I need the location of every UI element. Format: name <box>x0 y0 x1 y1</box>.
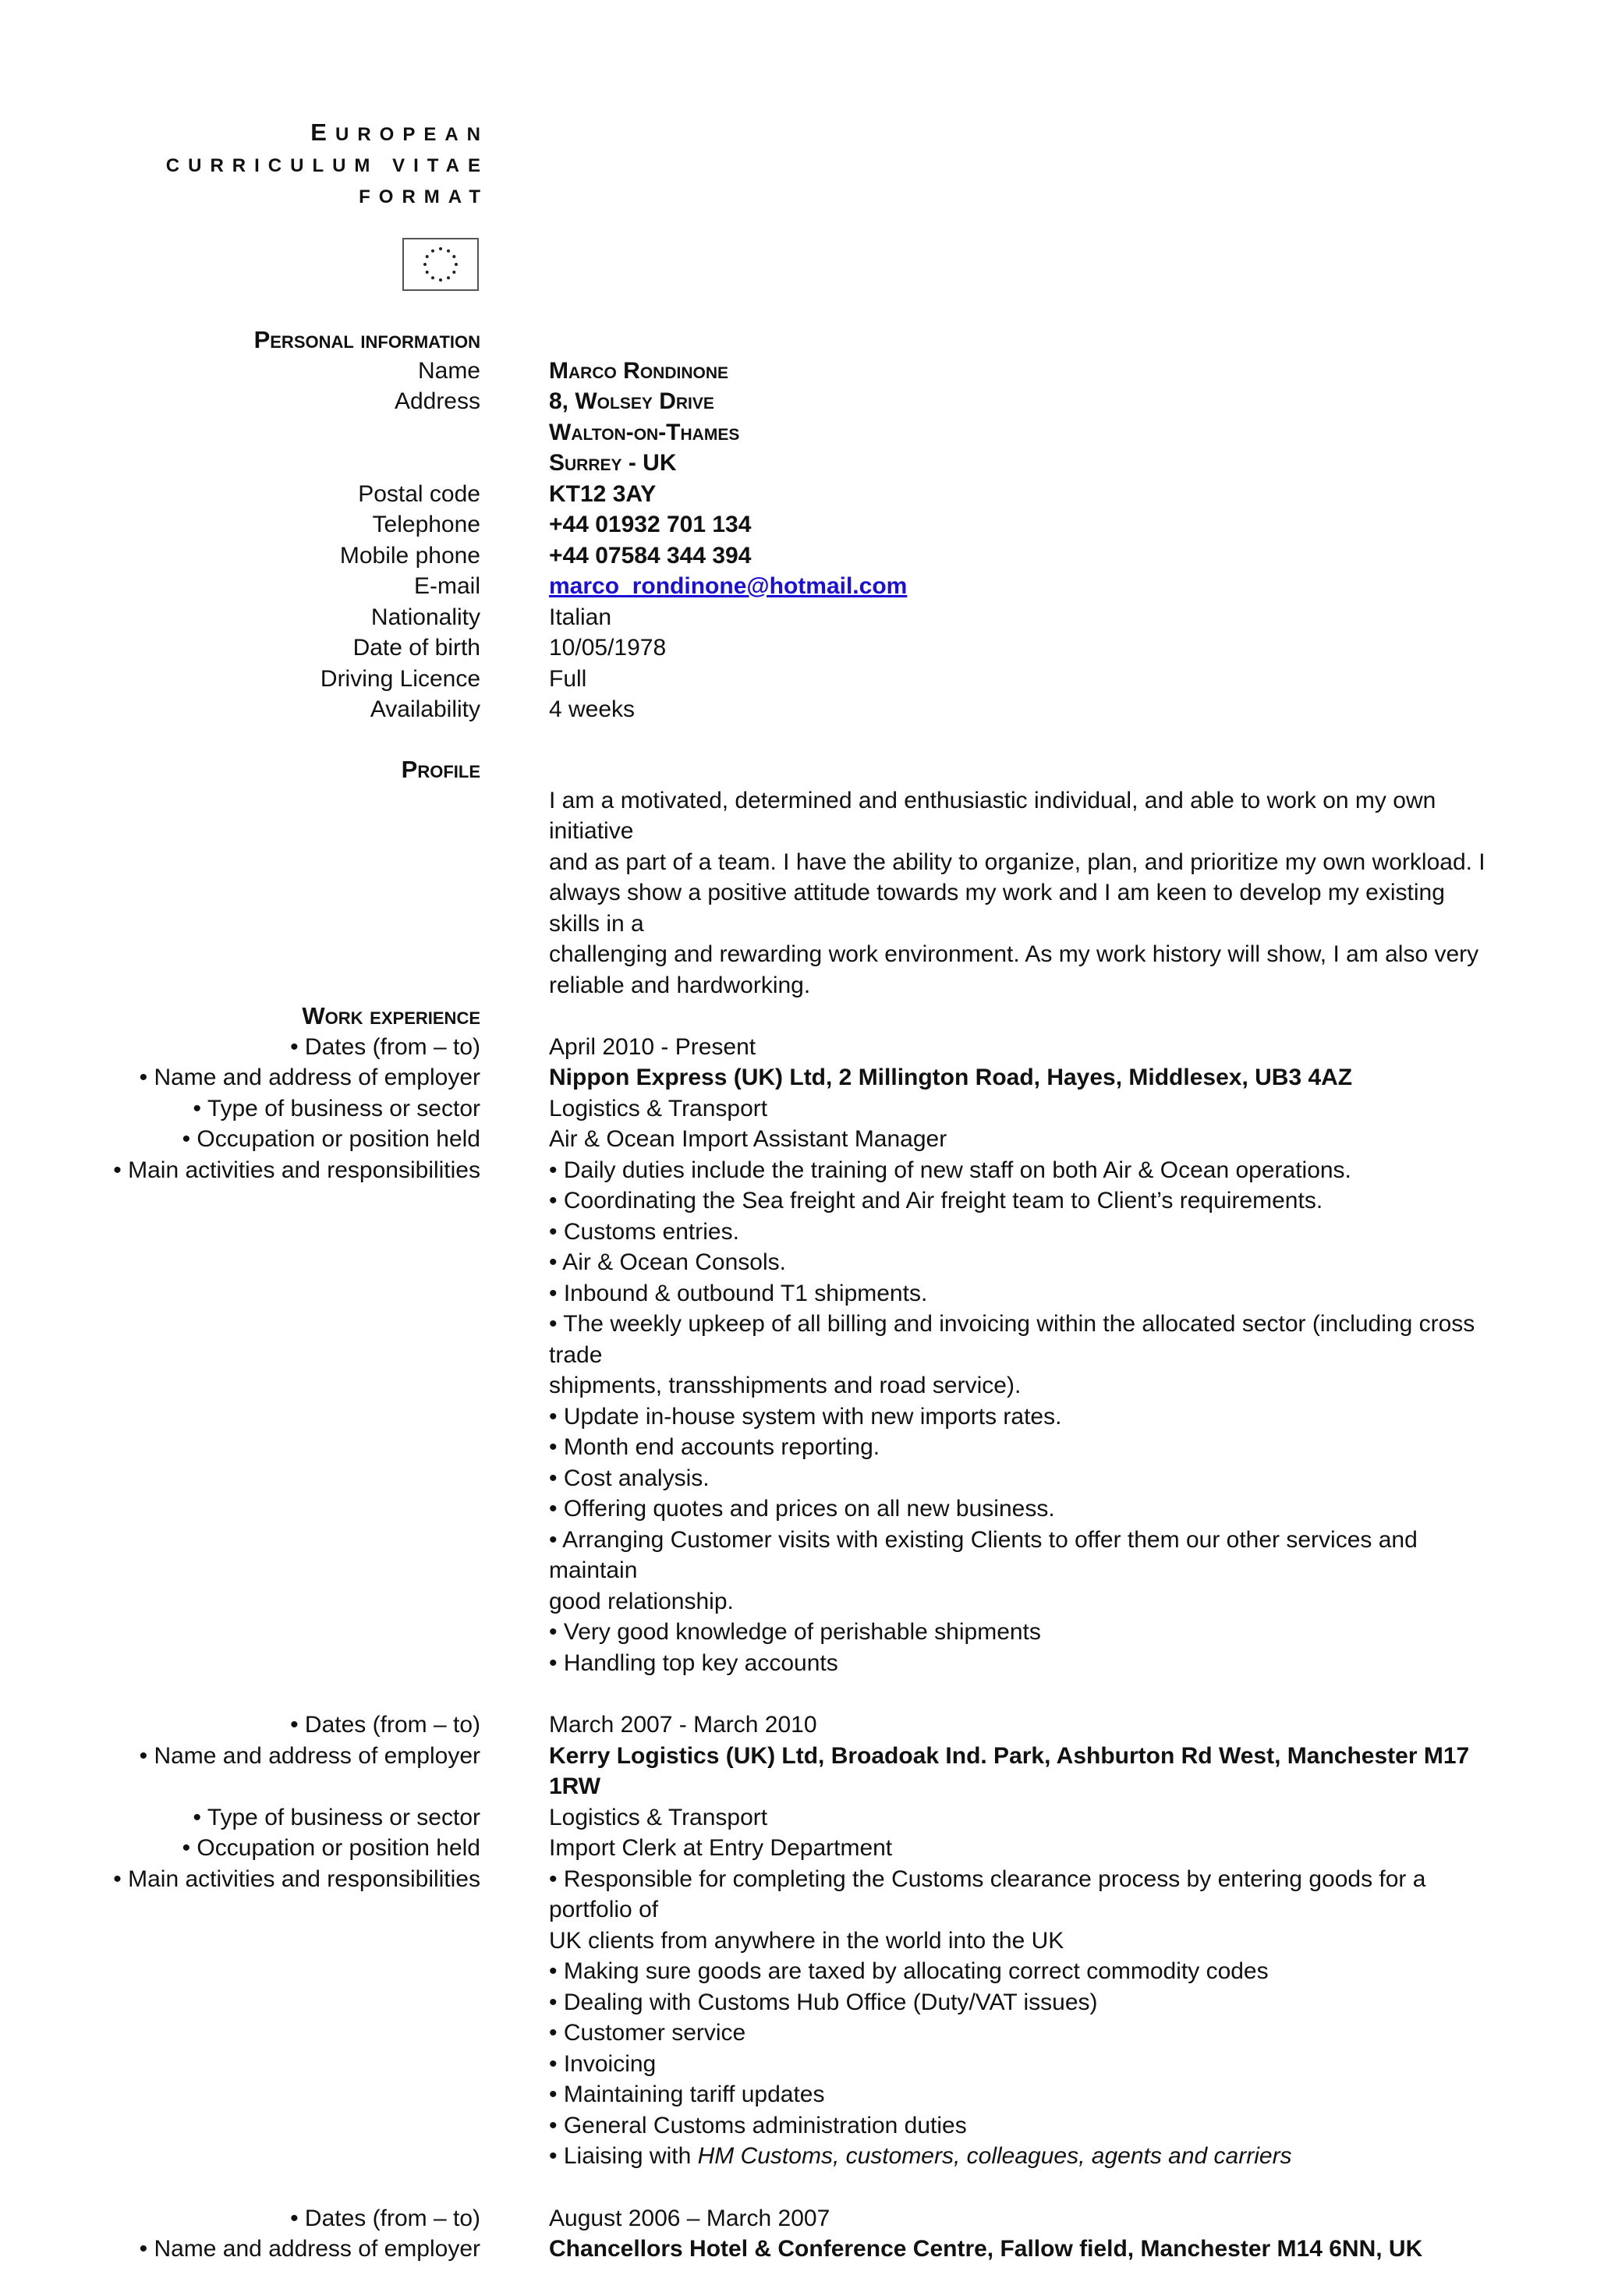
profile-line: and as part of a team. I have the ability to organize, plan, and prioritize my own workload. I <box>549 849 1485 875</box>
field-value <box>549 602 1496 633</box>
field-row <box>0 540 1597 572</box>
field-value <box>549 1155 1496 1679</box>
personal-value: Walton-on-Thames <box>549 419 740 445</box>
field-row <box>0 448 1597 479</box>
field-value <box>549 632 1496 664</box>
field-row <box>0 1802 1597 1834</box>
eu-flag-icon <box>402 238 479 291</box>
activities-label: • Main activities and responsibilities <box>113 1157 480 1183</box>
activity-line: • Maintaining tariff updates <box>549 2082 825 2107</box>
work-experience-jobs <box>0 1032 1597 2265</box>
personal-value: KT12 3AY <box>549 480 657 507</box>
activity-line: • Dealing with Customs Hub Office (Duty/VAT issues) <box>549 1989 1098 2015</box>
personal-label: Postal code <box>358 480 480 507</box>
activity-line: • Arranging Customer visits with existing Clients to offer them our other services and maintain <box>549 1526 1418 1583</box>
field-value <box>549 1710 1496 1741</box>
field-value <box>549 1032 1496 1063</box>
field-row <box>0 1062 1597 1093</box>
field-row <box>0 1032 1597 1063</box>
field-value <box>549 1741 1496 1802</box>
personal-information-rows <box>0 356 1597 725</box>
position-label: • Occupation or position held <box>182 1835 480 1861</box>
activity-italic: HM Customs, customers, colleagues, agents and carriers <box>697 2143 1292 2169</box>
field-row <box>0 509 1597 540</box>
header-line-3: FORMAT <box>359 186 489 207</box>
field-row <box>0 1833 1597 1864</box>
field-row <box>0 602 1597 633</box>
field-value <box>549 448 1496 479</box>
profile-line: always show a positive attitude towards my work and I am keen to develop my existing skills in a <box>549 880 1445 937</box>
field-row <box>0 664 1597 695</box>
job-entry <box>0 1032 1597 1679</box>
job-employer: Kerry Logistics (UK) Ltd, Broadoak Ind. Park, Ashburton Rd West, Manchester M17 1RW <box>549 1742 1470 1799</box>
field-value <box>549 694 1496 725</box>
activity-line: • Very good knowledge of perishable shipments <box>549 1619 1041 1645</box>
work-experience-heading: Work experience <box>302 1002 480 1029</box>
field-value <box>549 479 1496 510</box>
activity-line: • Invoicing <box>549 2050 657 2077</box>
dates-label: • Dates (from – to) <box>290 1712 480 1738</box>
business-label: • Type of business or sector <box>193 1095 480 1121</box>
personal-label: Availability <box>370 696 480 722</box>
header-line-1: EUROPEAN <box>310 119 489 146</box>
personal-label: Telephone <box>372 512 480 537</box>
activity-line: • Customs entries. <box>549 1218 739 1245</box>
activity-line: • Making sure goods are taxed by allocating correct commodity codes <box>549 1958 1269 1984</box>
dates-label: • Dates (from – to) <box>290 1033 480 1060</box>
activity-prefix: • Liaising with <box>549 2143 698 2169</box>
field-value <box>549 417 1496 448</box>
profile-text <box>549 785 1496 1001</box>
job-dates: April 2010 - Present <box>549 1033 756 1060</box>
field-value <box>549 664 1496 695</box>
field-value <box>549 509 1496 540</box>
personal-label <box>0 448 480 479</box>
header-line-2: CURRICULUM VITAE <box>165 155 489 176</box>
email-link[interactable]: marco_rondinone@hotmail.com <box>549 573 908 599</box>
job-position: Air & Ocean Import Assistant Manager <box>549 1126 947 1152</box>
personal-value: Surrey - UK <box>549 450 677 476</box>
activity-line: • Customer service <box>549 2020 746 2046</box>
field-value <box>549 386 1496 417</box>
field-value <box>549 1062 1496 1093</box>
field-row <box>0 479 1597 510</box>
personal-information-section <box>0 324 1597 725</box>
personal-value: 4 weeks <box>549 696 636 722</box>
activity-line <box>549 2141 1496 2172</box>
profile-heading: Profile <box>401 756 480 783</box>
personal-value: Marco Rondinone <box>549 357 728 384</box>
field-value <box>549 540 1496 572</box>
field-row <box>0 1741 1597 1802</box>
field-row <box>0 694 1597 725</box>
field-row <box>0 1710 1597 1741</box>
job-dates: March 2007 - March 2010 <box>549 1712 817 1738</box>
personal-label: Driving Licence <box>320 665 480 692</box>
personal-label: Mobile phone <box>339 542 480 569</box>
personal-label: Date of birth <box>352 635 480 661</box>
field-row <box>0 356 1597 387</box>
profile-line: reliable and hardworking. <box>549 972 811 998</box>
activity-line: • Coordinating the Sea freight and Air freight team to Client’s requirements. <box>549 1188 1323 1214</box>
personal-value: +44 01932 701 134 <box>549 512 752 537</box>
field-row <box>0 386 1597 417</box>
personal-label <box>0 417 480 448</box>
personal-value: Italian <box>549 604 612 630</box>
activity-line: • Handling top key accounts <box>549 1649 838 1676</box>
dates-label: • Dates (from – to) <box>290 2205 480 2231</box>
personal-value: +44 07584 344 394 <box>549 542 752 569</box>
field-value <box>549 571 1496 602</box>
profile-line: challenging and rewarding work environment. As my work history will show, I am also very <box>549 941 1479 967</box>
job-entry <box>0 1710 1597 2172</box>
job-activities <box>549 1155 1496 1679</box>
activity-line: • The weekly upkeep of all billing and invoicing within the allocated sector (including cross trade <box>549 1311 1475 1368</box>
activity-line: • Offering quotes and prices on all new business. <box>549 1496 1055 1522</box>
field-row <box>0 1155 1597 1679</box>
personal-label: Name <box>417 357 480 384</box>
activity-line: • Inbound & outbound T1 shipments. <box>549 1280 928 1306</box>
field-row <box>0 2203 1597 2234</box>
field-value <box>549 2203 1496 2234</box>
job-business: Logistics & Transport <box>549 1804 768 1830</box>
position-label: • Occupation or position held <box>182 1126 480 1152</box>
activity-line: • Daily duties include the training of new staff on both Air & Ocean operations. <box>549 1157 1351 1183</box>
personal-value: 8, Wolsey Drive <box>549 388 714 414</box>
profile-section <box>0 754 1597 1001</box>
activity-line: • Month end accounts reporting. <box>549 1434 880 1460</box>
profile-line: I am a motivated, determined and enthusiastic individual, and able to work on my own initiative <box>549 787 1436 844</box>
job-position: Import Clerk at Entry Department <box>549 1835 893 1861</box>
field-value <box>549 1802 1496 1834</box>
business-label: • Type of business or sector <box>193 1804 480 1830</box>
field-value <box>549 1124 1496 1155</box>
personal-label: E-mail <box>413 573 480 599</box>
personal-label: Nationality <box>370 604 480 630</box>
activities-label: • Main activities and responsibilities <box>113 1866 480 1892</box>
job-entry <box>0 2203 1597 2265</box>
field-row <box>0 417 1597 448</box>
job-employer: Chancellors Hotel & Conference Centre, Fallow field, Manchester M14 6NN, UK <box>549 2236 1423 2262</box>
employer-label: • Name and address of employer <box>139 1742 480 1769</box>
personal-value: Full <box>549 665 587 692</box>
job-dates: August 2006 – March 2007 <box>549 2205 830 2231</box>
personal-label: Address <box>394 388 480 414</box>
employer-label: • Name and address of employer <box>139 2236 480 2262</box>
job-activities <box>549 1864 1496 2172</box>
field-row <box>0 1864 1597 2172</box>
activity-line: • Cost analysis. <box>549 1465 710 1491</box>
activity-line: good relationship. <box>549 1588 734 1614</box>
personal-information-heading: Personal information <box>253 326 480 353</box>
field-value <box>549 1093 1496 1125</box>
field-value <box>549 356 1496 387</box>
activity-line: UK clients from anywhere in the world into the UK <box>549 1927 1064 1954</box>
field-row <box>0 1124 1597 1155</box>
field-value <box>549 1864 1496 2172</box>
personal-value: 10/05/1978 <box>549 635 667 661</box>
field-row <box>0 632 1597 664</box>
activity-line: • Air & Ocean Consols. <box>549 1249 786 1275</box>
field-row <box>0 1093 1597 1125</box>
field-value <box>549 1833 1496 1864</box>
job-business: Logistics & Transport <box>549 1095 768 1121</box>
work-experience-section <box>0 1001 1597 2296</box>
cv-format-header <box>90 117 489 213</box>
activity-line: • General Customs administration duties <box>549 2112 967 2138</box>
job-employer: Nippon Express (UK) Ltd, 2 Millington Road, Hayes, Middlesex, UB3 4AZ <box>549 1065 1353 1090</box>
activity-line: • Responsible for completing the Customs clearance process by entering goods for a portfolio of <box>549 1866 1426 1922</box>
employer-label: • Name and address of employer <box>139 1065 480 1090</box>
field-row <box>0 571 1597 602</box>
activity-line: shipments, transshipments and road service). <box>549 1373 1022 1398</box>
activity-line: • Update in-house system with new imports rates. <box>549 1403 1062 1430</box>
